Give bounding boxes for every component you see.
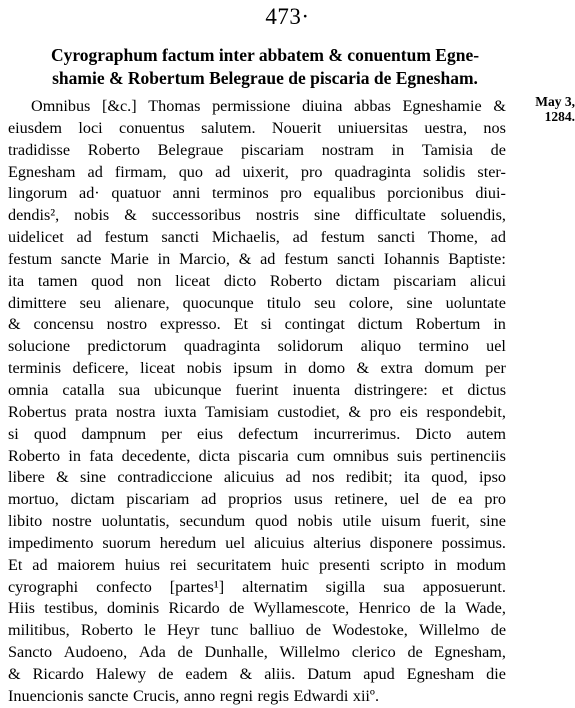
marginal-date-line: 1284. bbox=[544, 109, 575, 124]
charter-text-line: Egnesham ad firmam, quo ad uixerit, pro quadraginta solidis ster- bbox=[8, 162, 506, 181]
charter-text-line: mortuo, dictam piscariam ad proprios usus retinere, uel de ea pro bbox=[8, 490, 506, 509]
charter-text-line: tradidisse Roberto Belegraue piscariam nostram in Tamisia de bbox=[8, 140, 506, 159]
charter-text-line: militibus, Roberto le Heyr tunc balliuo de Wodestoke, Willelmo de bbox=[8, 621, 506, 640]
charter-text-line: dimittere seu alienare, quocunque titulo seu colore, sine uoluntate bbox=[8, 293, 506, 312]
charter-text-line: omnia catalla sua ubicunque fuerint inuenta distringere: et dictus bbox=[8, 380, 506, 399]
charter-text-line: Sancto Audoeno, Ada de Dunhalle, Willelmo clerico de Egnesham, bbox=[8, 643, 506, 662]
charter-text-line: & concensu nostro expresso. Et si contingat dictum Robertum in bbox=[8, 315, 506, 334]
charter-text-line: Robertus prata nostra iuxta Tamisiam custodiet, & pro eis respondebit, bbox=[8, 402, 506, 421]
charter-text-line: lingorum ad· quatuor anni terminos pro equalibus porcionibus diui- bbox=[8, 184, 506, 203]
charter-text-line: si quod dampnum per eius defectum incurrerimus. Dicto autem bbox=[8, 424, 506, 443]
charter-text-line: libito nostre uoluntatis, secundum quod nobis utile uisum fuerit, sine bbox=[8, 512, 506, 531]
charter-text-line: eiusdem loci conuentus salutem. Nouerit uniuersitas uestra, nos bbox=[8, 118, 506, 137]
marginal-date-note bbox=[523, 94, 575, 124]
charter-text-line: Et ad maiorem huius rei securitatem huic presenti scripto in modum bbox=[8, 555, 506, 574]
charter-title-line: shamie & Robertum Belegraue de piscaria de Egnesham. bbox=[52, 68, 478, 88]
charter-text-line: impedimento suorum heredum uel alicuius alterius disponere possimus. bbox=[8, 533, 506, 552]
charter-text-line: cyrographi confecto [partes¹] alternatim sigilla sua apposuerunt. bbox=[8, 577, 506, 596]
charter-text-line: ita tamen quod non liceat dicto Roberto dictam piscariam alicui bbox=[8, 271, 506, 290]
charter-text-line: terminis deficere, liceat nobis ipsum in domo & extra domum per bbox=[8, 359, 506, 378]
charter-body-text bbox=[8, 96, 506, 708]
charter-title-line: Cyrographum factum inter abbatem & conuentum Egne- bbox=[50, 45, 480, 65]
charter-title bbox=[8, 44, 522, 90]
charter-text-line: Hiis testibus, dominis Ricardo de Wyllamescote, Henrico de la Wade, bbox=[8, 599, 506, 618]
charter-text-line: dendis², nobis & successoribus nostris sine difficultate soluendis, bbox=[8, 206, 506, 225]
charter-text-line: Inuencionis sancte Crucis, anno regni regis Edwardi xiiº. bbox=[8, 686, 379, 705]
marginal-date-line: May 3, bbox=[535, 94, 575, 109]
charter-text-line: Omnibus [&c.] Thomas permissione diuina abbas Egneshamie & bbox=[31, 97, 506, 115]
charter-text-line: Roberto in fata decedente, dicta piscaria cum omnibus suis pertinenciis bbox=[8, 446, 506, 465]
charter-text-line: uidelicet ad festum sancti Michaelis, ad festum sancti Thome, ad bbox=[8, 228, 506, 247]
charter-text-line: libere & sine contradiccione alicuius ad nos redibit; ita quod, ipso bbox=[8, 468, 506, 487]
page-number: 473· bbox=[265, 4, 310, 29]
charter-text-line: festum sancte Marie in Marcio, & ad festum sancti Iohannis Baptiste: bbox=[8, 249, 506, 268]
charter-text-line: solucione predictorum quadraginta solidorum aliquo termino uel bbox=[8, 337, 506, 356]
charter-text-line: & Ricardo Halewy de eadem & aliis. Datum apud Egnesham die bbox=[8, 664, 506, 683]
